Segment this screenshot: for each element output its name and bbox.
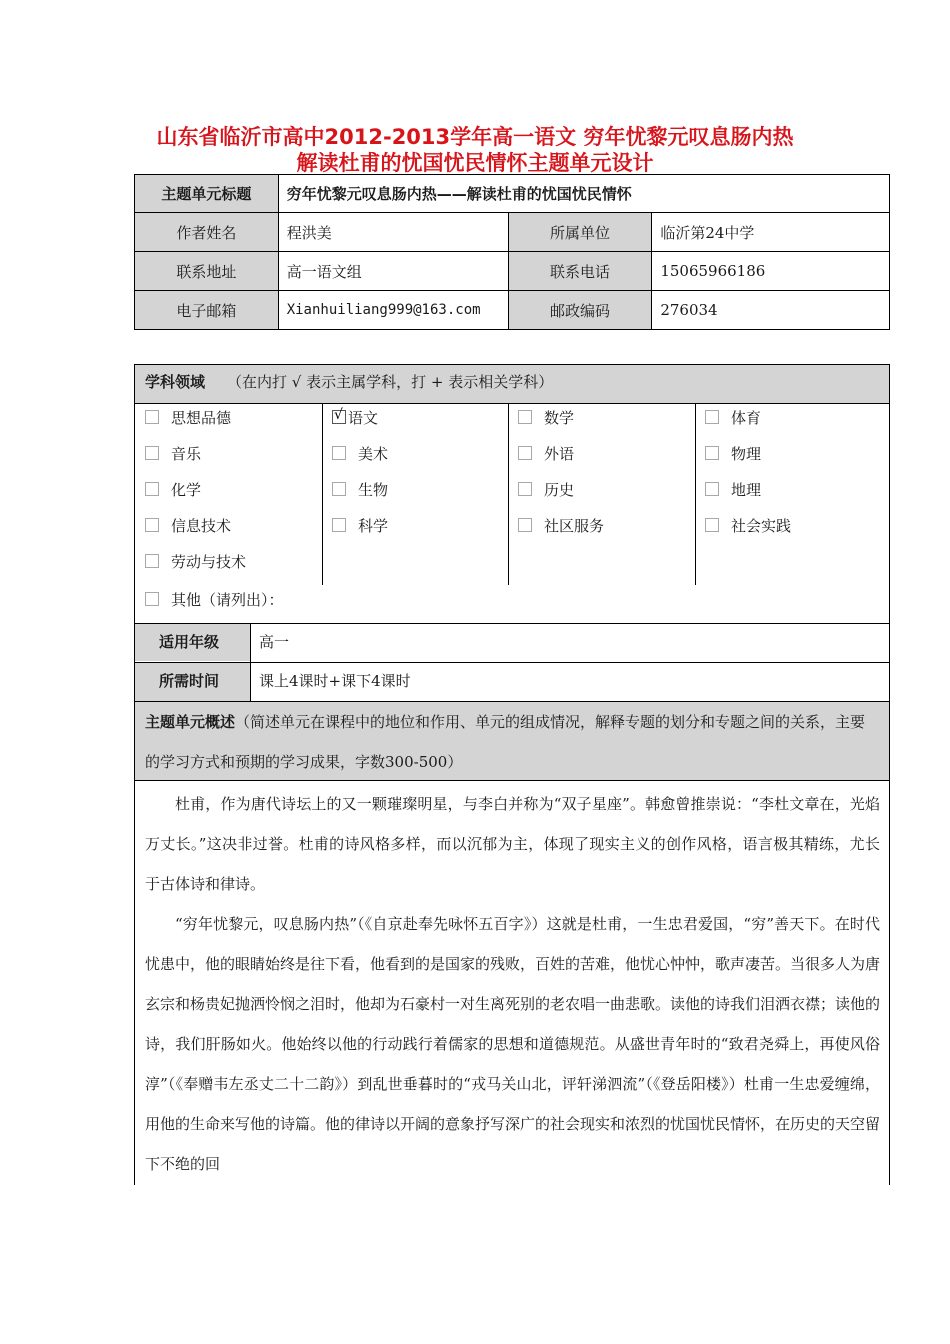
- subject-option-social-practice[interactable]: 社会实践: [705, 515, 791, 536]
- checkbox-icon[interactable]: [518, 482, 532, 496]
- author-value: 程洪美: [278, 213, 508, 252]
- checkbox-icon[interactable]: [145, 592, 159, 606]
- overview-note: （简述单元在课程中的地位和作用、单元的组成情况，解释专题的划分和专题之间的关系，主要的学习方式和预期的学习成果，字数300-500）: [145, 713, 866, 771]
- subject-option-art[interactable]: 美术: [332, 443, 388, 464]
- subject-option-moral[interactable]: 思想品德: [145, 407, 231, 428]
- phone-value: 15065966186: [652, 252, 890, 291]
- overview-header: [135, 702, 889, 780]
- subject-option-science[interactable]: 科学: [332, 515, 388, 536]
- time-value: 课上4课时+课下4课时: [259, 672, 411, 690]
- postcode-label: 邮政编码: [508, 291, 652, 330]
- subject-option-history[interactable]: 历史: [518, 479, 574, 500]
- subject-option-community-service[interactable]: 社区服务: [518, 515, 604, 536]
- author-label: 作者姓名: [135, 213, 279, 252]
- overview-paragraph-2: “穷年忧黎元，叹息肠内热”（《自京赴奉先咏怀五百字》）这就是杜甫，一生忠君爱国，“穷”善天下。在时代忧患中，他的眼睛始终是往下看，他看到的是国家的残败，百姓的苦难，他忧心忡忡，歌声凄苦。当很多人为唐玄宗和杨贵妃抛洒怜悯之泪时，他却为石豪村一对生离死别的老农唱一曲悲歌。读他的诗我们泪洒衣襟；读他的诗，我们肝肠如火。他始终以他的行动践行着儒家的思想和道德规范。从盛世青年时的“致君尧舜上，再使风俗淳”（《奉赠韦左丞丈二十二韵》）到乱世垂暮时的“戎马关山北，评轩涕泗流”（《登岳阳楼》）杜甫一生忠爱缠绵，用他的生命来写他的诗篇。他的律诗以开阔的意象抒写深广的社会现实和浓烈的忧国忧民情怀，在历史的天空留下不绝的回: [145, 915, 881, 1173]
- document-title-line1: 山东省临沂市高中2012-2013学年高一语文 穷年忧黎元叹息肠内热: [156, 125, 794, 149]
- checkbox-checked-icon[interactable]: [332, 410, 346, 424]
- document-title-line2: 解读杜甫的忧国忧民情怀主题单元设计: [296, 151, 654, 175]
- checkbox-icon[interactable]: [145, 554, 159, 568]
- overview-label: 主题单元概述: [145, 713, 236, 731]
- subject-option-labor[interactable]: 劳动与技术: [145, 551, 246, 572]
- checkbox-icon[interactable]: [332, 518, 346, 532]
- subject-option-biology[interactable]: 生物: [332, 479, 388, 500]
- phone-label: 联系电话: [508, 252, 652, 291]
- checkbox-icon[interactable]: [705, 446, 719, 460]
- address-label: 联系地址: [135, 252, 279, 291]
- time-label: 所需时间: [159, 672, 220, 690]
- unit-label: 所属单位: [508, 213, 652, 252]
- overview-paragraph-1: 杜甫，作为唐代诗坛上的又一颗璀璨明星，与李白并称为“双子星座”。韩愈曾推崇说：“李杜文章在，光焰万丈长。”这决非过誉。杜甫的诗风格多样，而以沉郁为主，体现了现实主义的创作风格，语言极其精练，尤长于古体诗和律诗。: [145, 795, 880, 893]
- checkbox-icon[interactable]: [705, 410, 719, 424]
- checkbox-icon[interactable]: [332, 482, 346, 496]
- email-label: 电子邮箱: [135, 291, 279, 330]
- subject-option-chemistry[interactable]: 化学: [145, 479, 201, 500]
- theme-label: 主题单元标题: [135, 175, 279, 213]
- checkbox-icon[interactable]: [705, 518, 719, 532]
- grade-value: 高一: [259, 633, 290, 651]
- subject-option-physics[interactable]: 物理: [705, 443, 761, 464]
- checkbox-icon[interactable]: [145, 446, 159, 460]
- checkbox-icon[interactable]: [145, 410, 159, 424]
- checkbox-icon[interactable]: [518, 410, 532, 424]
- checkbox-icon[interactable]: [145, 518, 159, 532]
- subject-header: [135, 365, 889, 404]
- subject-header-label: 学科领域: [145, 373, 206, 391]
- checkbox-icon[interactable]: [518, 446, 532, 460]
- subject-option-other[interactable]: 其他（请列出）：: [145, 589, 284, 610]
- unit-value: 临沂第24中学: [652, 213, 890, 252]
- info-table: [134, 174, 890, 330]
- subject-header-note: （在内打 √ 表示主属学科，打 + 表示相关学科）: [227, 373, 554, 391]
- subject-option-math[interactable]: 数学: [518, 407, 574, 428]
- checkbox-icon[interactable]: [705, 482, 719, 496]
- address-value: 高一语文组: [278, 252, 508, 291]
- theme-value: 穷年忧黎元叹息肠内热——解读杜甫的忧国忧民情怀: [278, 175, 889, 213]
- subject-section: [134, 364, 890, 1185]
- subject-option-foreign-language[interactable]: 外语: [518, 443, 574, 464]
- checkbox-icon[interactable]: [332, 446, 346, 460]
- checkbox-icon[interactable]: [145, 482, 159, 496]
- subject-option-geography[interactable]: 地理: [705, 479, 761, 500]
- subject-option-chinese[interactable]: √语文: [332, 407, 378, 428]
- postcode-value: 276034: [652, 291, 890, 330]
- email-value: Xianhuiliang999@163.com: [278, 291, 508, 330]
- subject-option-it[interactable]: 信息技术: [145, 515, 231, 536]
- checkbox-icon[interactable]: [518, 518, 532, 532]
- subject-option-music[interactable]: 音乐: [145, 443, 201, 464]
- subject-option-pe[interactable]: 体育: [705, 407, 761, 428]
- grade-label: 适用年级: [159, 633, 220, 651]
